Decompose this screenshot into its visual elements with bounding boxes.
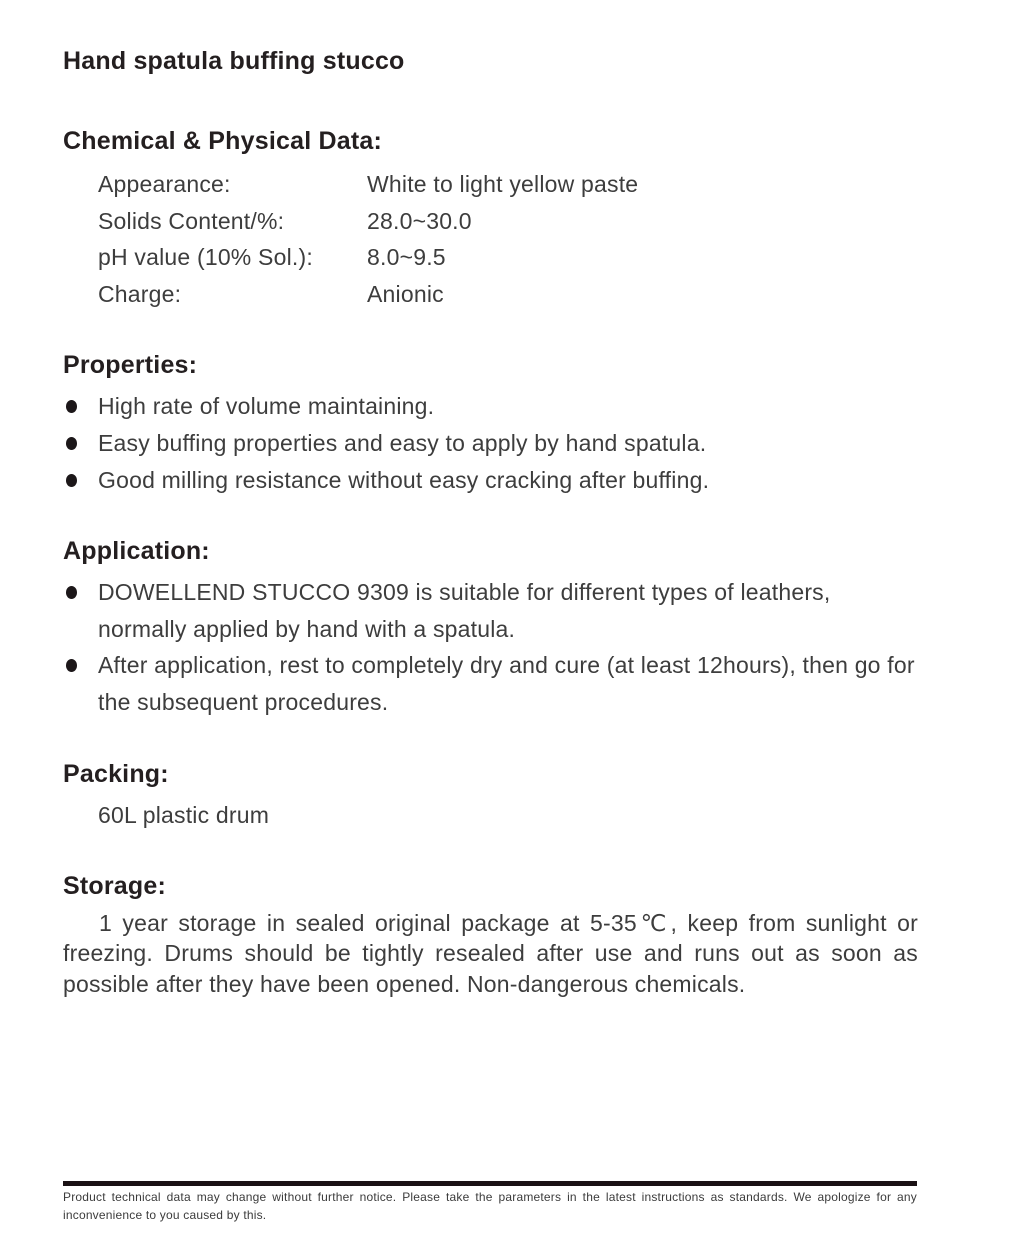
footer-disclaimer: Product technical data may change without further notice. Please take the parameters in the latest instructions as standards. We apologize for any inconvenience to you caused by this. xyxy=(63,1190,917,1222)
chemical-data-table xyxy=(63,166,918,312)
bullet-icon xyxy=(66,400,77,413)
properties-list xyxy=(63,388,918,498)
row-label: Solids Content/%: xyxy=(98,207,285,234)
section-heading-properties: Properties: xyxy=(63,351,198,380)
table-row xyxy=(63,239,918,276)
list-item xyxy=(63,647,918,721)
list-item-text: Good milling resistance without easy cracking after buffing. xyxy=(98,466,710,493)
list-item-text: After application, rest to completely dry and cure (at least 12hours), then go for the subsequent procedures. xyxy=(98,652,915,716)
row-label: Charge: xyxy=(98,280,182,307)
list-item xyxy=(63,462,918,499)
table-row xyxy=(63,276,918,313)
row-value: Anionic xyxy=(367,280,444,307)
table-row xyxy=(63,166,918,203)
row-value: 28.0~30.0 xyxy=(367,207,472,234)
page-content xyxy=(63,0,918,999)
packing-value: 60L plastic drum xyxy=(98,801,270,828)
row-value: White to light yellow paste xyxy=(367,171,639,197)
footer-divider-rule xyxy=(63,1181,917,1186)
list-item xyxy=(63,425,918,462)
section-heading-packing: Packing: xyxy=(63,759,169,788)
storage-paragraph: 1 year storage in sealed original package at 5-35℃, keep from sunlight or freezing. Drums should be tightly resealed after use and runs out as soon as possible after they have been opened. Non-dangerous chemicals. xyxy=(63,909,918,997)
row-value: 8.0~9.5 xyxy=(367,244,446,271)
section-heading-application: Application: xyxy=(63,536,210,565)
section-heading-chemical-physical-data: Chemical & Physical Data: xyxy=(63,127,383,155)
bullet-icon xyxy=(66,659,77,672)
application-list xyxy=(63,574,918,721)
bullet-icon xyxy=(66,586,77,599)
list-item-text: High rate of volume maintaining. xyxy=(98,393,435,420)
section-heading-storage: Storage: xyxy=(63,871,167,900)
table-row xyxy=(63,203,918,240)
list-item-text: Easy buffing properties and easy to apply by hand spatula. xyxy=(98,430,707,457)
list-item xyxy=(63,574,918,648)
list-item-text: DOWELLEND STUCCO 9309 is suitable for different types of leathers, normally applied by hand with a spatula. xyxy=(98,578,831,642)
bullet-icon xyxy=(66,474,77,487)
row-label: pH value (10% Sol.): xyxy=(98,244,313,271)
page-title: Hand spatula buffing stucco xyxy=(63,47,405,75)
bullet-icon xyxy=(66,437,77,450)
row-label: Appearance: xyxy=(98,171,231,197)
list-item xyxy=(63,388,918,425)
